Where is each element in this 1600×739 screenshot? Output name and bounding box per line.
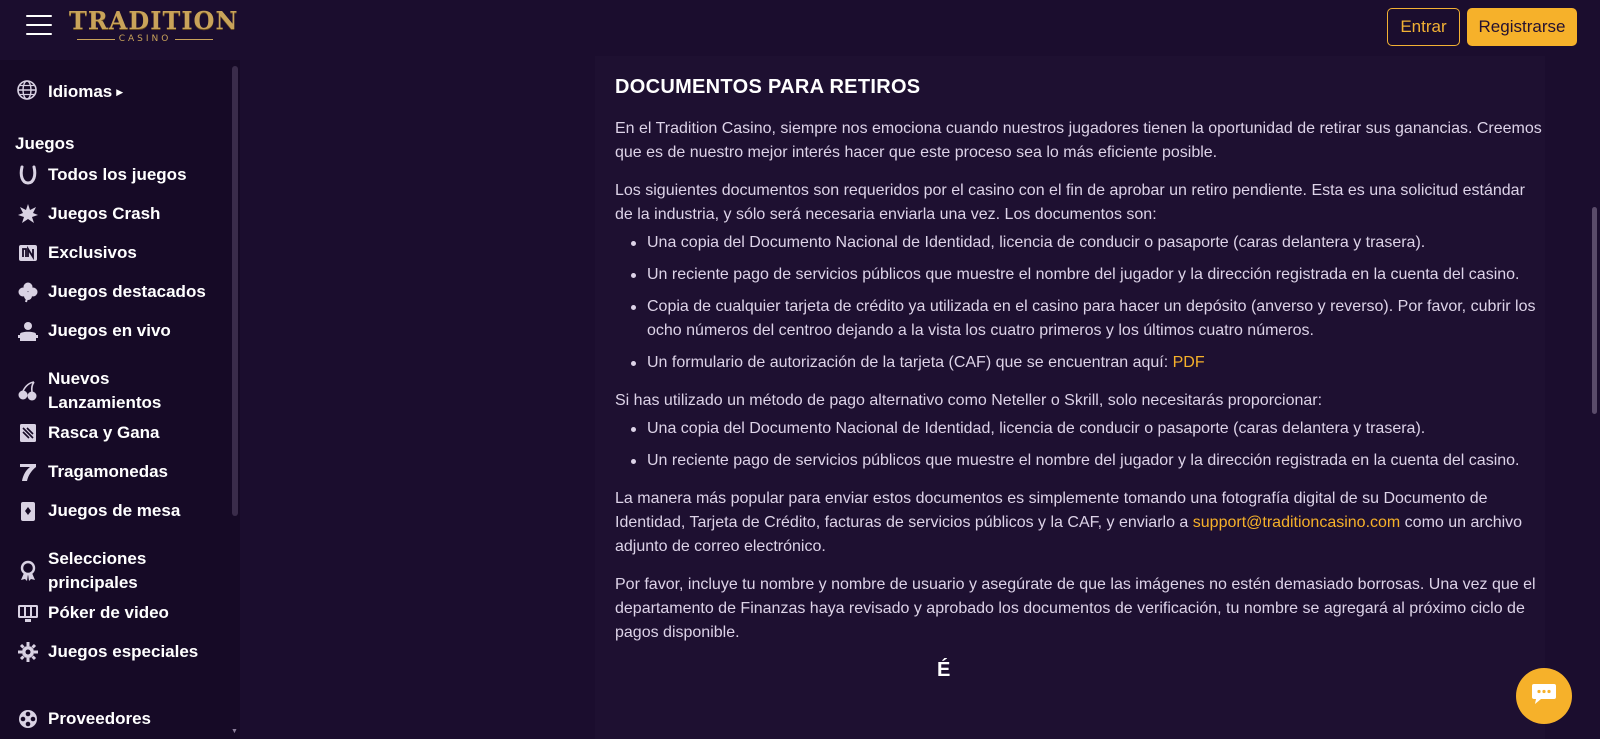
chat-bubble-icon <box>1530 682 1558 711</box>
seven-icon <box>17 461 39 483</box>
top-header <box>0 0 1600 56</box>
login-button[interactable]: Entrar <box>1387 8 1460 46</box>
support-email-link[interactable]: support@traditioncasino.com <box>1192 514 1401 531</box>
register-button[interactable]: Registrarse <box>1467 8 1577 46</box>
sidebar-item-label: Exclusivos <box>48 243 137 262</box>
clover-icon <box>17 281 39 303</box>
sidebar-item-label: Juegos Crash <box>48 204 161 223</box>
sidebar-item-featured-games[interactable] <box>17 280 206 304</box>
withdrawal-documents-article <box>615 76 1545 700</box>
sidebar-item-crash-games[interactable] <box>17 202 160 226</box>
submission-text: La manera más popular para enviar estos documentos es simplemente tomando una fotografía digital de su Documento de Identidad, Tarjeta de Crédito, facturas de servicios públicos y la CAF, y enviarlo a <box>615 490 1488 531</box>
sidebar-item-live-games[interactable] <box>17 319 171 343</box>
globe-icon <box>16 79 38 106</box>
exclusive-icon <box>17 242 39 264</box>
sidebar-item-label: Rasca y Gana <box>48 423 160 442</box>
language-label: Idiomas <box>48 82 113 101</box>
sidebar-item-label: Juegos especiales <box>48 642 199 661</box>
logo-subtitle: CASINO <box>118 34 172 44</box>
intro-paragraph: En el Tradition Casino, siempre nos emociona cuando nuestros jugadores tienen la oportunidad de retirar sus ganancias. Creemos que es de nuestro mejor interés hacer que este proceso sea lo más eficiente posible. <box>615 120 1542 161</box>
sidebar-scroll-down-arrow[interactable]: ▼ <box>231 728 238 735</box>
sidebar-item-table-games[interactable] <box>17 499 180 523</box>
list-item: Un reciente pago de servicios públicos que muestre el nombre del jugador y la dirección registrada en la cuenta del casino. <box>615 263 1545 287</box>
language-selector[interactable] <box>16 79 123 105</box>
scratch-card-icon <box>17 422 39 444</box>
sidebar-item-label: Todos los juegos <box>48 165 187 184</box>
final-notes-paragraph: Por favor, incluye tu nombre y nombre de usuario y asegúrate de que las imágenes no estén demasiado borrosas. Una vez que el departamento de Finanzas haya revisado y aprobado los documentos de verificación, tu nombre se agregará al próximo ciclo de pagos disponible. <box>615 576 1536 641</box>
sidebar-item-specialty-games[interactable] <box>17 640 198 664</box>
list-item: Una copia del Documento Nacional de Identidad, licencia de conducir o pasaporte (caras delantera y trasera). <box>615 417 1545 441</box>
page-scrollbar[interactable] <box>1592 207 1597 414</box>
horseshoe-icon <box>17 164 39 186</box>
casino-logo[interactable] <box>69 6 239 47</box>
dealer-icon <box>17 320 39 342</box>
sidebar-item-exclusives[interactable] <box>17 241 137 265</box>
explosion-icon <box>17 203 39 225</box>
sidebar-item-label: Juegos en vivo <box>48 321 171 340</box>
sidebar-item-slots[interactable] <box>17 460 168 484</box>
requirements-paragraph: Los siguientes documentos son requeridos por el casino con el fin de aprobar un retiro pendiente. Esta es una solicitud estándar de la industria, y sólo será necesaria enviarla una vez. Los documentos son: <box>615 182 1525 223</box>
sidebar-item-all-games[interactable] <box>17 163 187 187</box>
sidebar-item-label: Nuevos Lanzamientos <box>48 369 162 412</box>
award-icon <box>17 560 39 582</box>
list-item: Un reciente pago de servicios públicos que muestre el nombre del jugador y la dirección registrada en la cuenta del casino. <box>615 449 1545 473</box>
submission-paragraph <box>615 487 1545 559</box>
cherries-icon <box>17 380 39 402</box>
sidebar-item-new-releases[interactable] <box>17 367 198 415</box>
submission-text-end: como un archivo adjunto de correo electrónico. <box>615 514 1523 555</box>
required-documents-list <box>615 231 1545 375</box>
sidebar-item-top-picks[interactable] <box>17 547 198 595</box>
logo-divider-right <box>175 39 213 40</box>
caf-pdf-link[interactable]: PDF <box>1172 354 1205 371</box>
list-item: Copia de cualquier tarjeta de crédito ya utilizada en el casino para hacer un depósito (anverso y reverso). Por favor, cubrir los ocho números del centroo dejando a la vista los cuatro primeros y los últimos cuatro números. <box>615 295 1545 343</box>
caf-text: Un formulario de autorización de la tarjeta (CAF) que se encuentran aquí: <box>647 354 1173 371</box>
caret-right-icon: ▶ <box>116 86 124 97</box>
sidebar-item-label: Póker de video <box>48 603 169 622</box>
article-title: DOCUMENTOS PARA RETIROS <box>615 76 921 98</box>
film-reel-icon <box>17 708 39 730</box>
logo-wordmark: TRADITION <box>69 6 239 35</box>
chat-button[interactable] <box>1516 668 1572 724</box>
next-section-heading: É <box>937 659 951 681</box>
list-item <box>615 351 1545 375</box>
gear-icon <box>17 641 39 663</box>
sidebar-item-video-poker[interactable] <box>17 601 169 625</box>
alternative-documents-list <box>615 417 1545 473</box>
sidebar-item-label: Proveedores <box>48 709 151 728</box>
video-poker-icon <box>17 602 39 624</box>
sidebar-scrollbar[interactable] <box>232 66 238 516</box>
sidebar-item-label: Tragamonedas <box>48 462 168 481</box>
sidebar-item-label: Juegos destacados <box>48 282 206 301</box>
games-section-title: Juegos <box>15 134 75 153</box>
sidebar-item-label: Selecciones principales <box>48 549 147 592</box>
menu-icon[interactable] <box>26 15 52 37</box>
card-icon <box>17 500 39 522</box>
sidebar-item-providers[interactable] <box>17 707 151 731</box>
list-item: Una copia del Documento Nacional de Identidad, licencia de conducir o pasaporte (caras delantera y trasera). <box>615 231 1545 255</box>
alternative-payment-paragraph: Si has utilizado un método de pago alternativo como Neteller o Skrill, solo necesitarás proporcionar: <box>615 392 1323 409</box>
sidebar-item-scratch-win[interactable] <box>17 421 160 445</box>
sidebar-item-label: Juegos de mesa <box>48 501 181 520</box>
